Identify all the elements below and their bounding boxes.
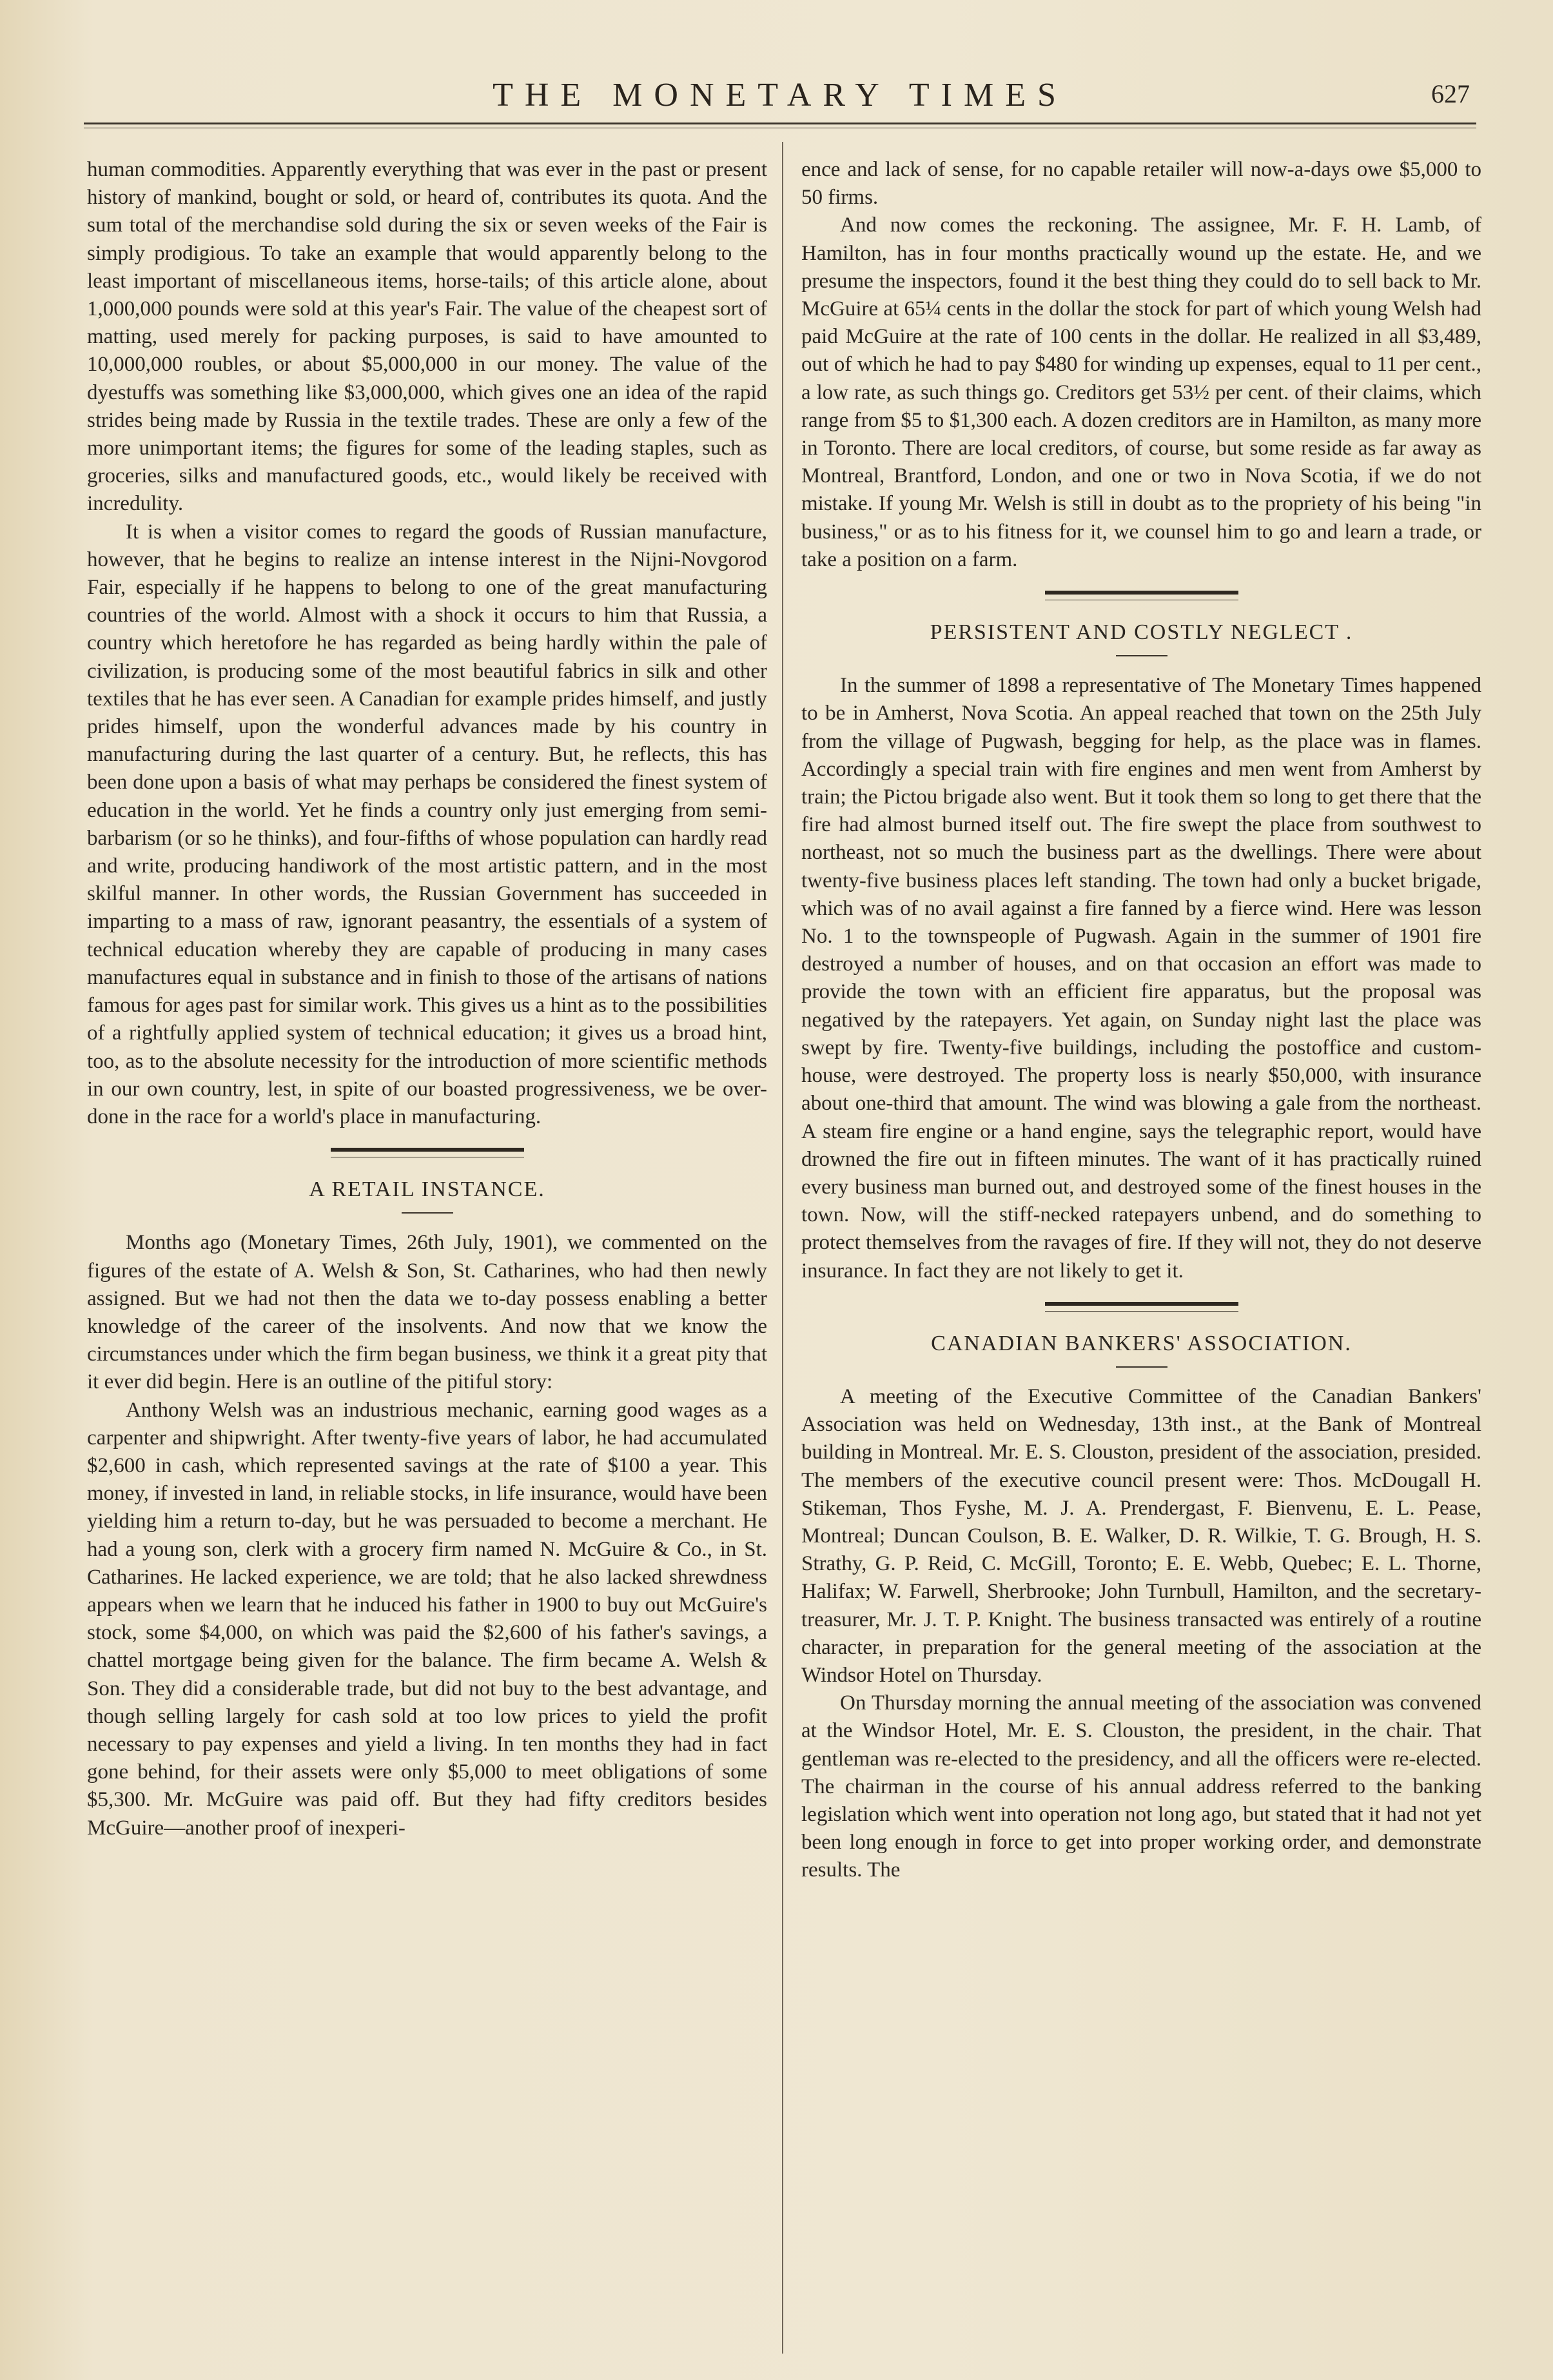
article-paragraph: A meeting of the Executive Committee of the Canadian Bankers' Association was held on Wednesday, 13th inst., at the Bank of Montreal building in Montreal. Mr. E. S. Clouston, president of the association, presided. The members of the executive council present were: Thos. McDougall H. Stikeman, Thos Fyshe, M. J. A. Prendergast, F. Bienvenu, E. L. Pease, Montreal; Duncan Coulson, B. E. Walker, D. R. Wilkie, T. G. Brough, H. S. Strathy, G. P. Reid, C. McGill, Toronto; E. E. Webb, Quebec; E. L. Thorne, Halifax; W. Farwell, Sherbrooke; John Turnbull, Hamilton, and the secretary-treasurer, Mr. J. T. P. Knight. The business transacted was entirely of a routine character, in preparation for the general meeting of the association at the Windsor Hotel on Thursday. <box>801 1384 1481 1687</box>
section-separator <box>1045 1302 1238 1312</box>
article-paragraph: It is when a visitor comes to regard the goods of Russian manufacture, however, that he begins to realize an intense interest in the Nijni-Novgorod Fair, especially if he happens to belong to one of the great manufacturing countries of the world. Almost with a shock it occurs to him that Russia, a country which heretofore he has regarded as being hardly within the pale of civilization, is producing some of the most beautiful fabrics in silk and other textiles that he has ever seen. A Canadian for example prides himself, and justly prides himself, upon the wonderful advances made by his country in manufacturing during the last quarter of a century. But, he reflects, this has been done upon a basis of what may perhaps be considered the finest system of education in the world. Yet he finds a country only just emerging from semi-barbarism (or so he thinks), and four-fifths of whose population can hardly read and write, producing handiwork of the most artistic pattern, and in the most skilful manner. In other words, the Russian Government has succeeded in imparting to a mass of raw, ignorant peasantry, the essentials of a system of technical education whereby they are capable of producing in many cases manufactures equal in substance and in finish to those of the artisans of nations famous for ages past for similar work. This gives us a hint as to the possibilities of a rightfully applied system of technical education; it gives us a broad hint, too, as to the absolute necessity for the introduction of more scientific methods in our own country, lest, in spite of our boasted progressiveness, we be over-done in the race for a world's place in manufacturing. <box>87 520 767 1128</box>
page-number: 627 <box>1431 79 1470 108</box>
heading-underline <box>402 1212 453 1214</box>
heading-underline <box>1116 1366 1167 1368</box>
left-column <box>87 156 767 1842</box>
section-separator <box>331 1148 524 1157</box>
right-column <box>801 156 1481 1885</box>
article-paragraph: And now comes the reckoning. The assignee, Mr. F. H. Lamb, of Hamilton, has in four months practically wound up the estate. He, and we presume the inspectors, found it the best thing they could do to sell back to Mr. McGuire at 65¼ cents in the dollar the stock for part of which young Welsh had paid McGuire at the rate of 100 cents in the dollar. He realized in all $3,489, out of which he had to pay $480 for winding up expenses, equal to 11 per cent., a low rate, as such things go. Creditors get 53½ per cent. of their claims, which range from $5 to $1,300 each. A dozen creditors are in Hamilton, as many more in Toronto. There are local creditors, of course, but some reside as far away as Montreal, Brantford, London, and one or two in Nova Scotia, if we do not mistake. If young Mr. Welsh is still in doubt as to the propriety of his being "in business," or as to his fitness for it, we counsel him to go and learn a trade, or take a position on a farm. <box>801 213 1481 571</box>
article-paragraph: Months ago (Monetary Times, 26th July, 1901), we commented on the figures of the estate of A. Welsh & Son, St. Catharines, who had then newly assigned. But we had not then the data we to-day possess enabling a better knowledge of the career of the insolvents. And now that we know the circumstances under which the firm began business, we think it a great pity that it ever did begin. Here is an outline of the pitiful story: <box>87 1231 767 1394</box>
column-divider <box>782 142 783 2354</box>
heading-underline <box>1116 655 1167 656</box>
section-heading-persistent-neglect: PERSISTENT AND COSTLY NEGLECT . <box>930 620 1353 645</box>
header-rule <box>84 123 1476 124</box>
page-header <box>84 72 1476 130</box>
section-heading-retail-instance: A RETAIL INSTANCE. <box>309 1177 545 1202</box>
section-separator <box>1045 591 1238 600</box>
article-paragraph: On Thursday morning the annual meeting of the association was convened at the Windsor Hotel, Mr. E. S. Clouston, the president, in the chair. That gentleman was re-elected to the presidency, and all the officers were re-elected. The chairman in the course of his annual address referred to the banking legislation which went into operation not long ago, but stated that it had not yet been long enough in force to get into proper working order, and demonstrate results. The <box>801 1691 1481 1882</box>
article-paragraph: Anthony Welsh was an industrious mechanic, earning good wages as a carpenter and shipwright. After twenty-five years of labor, he had accumulated $2,600 in cash, which represented savings at the rate of $100 a year. This money, if invested in land, in reliable stocks, in life insurance, would have been yielding him a return to-day, but he was persuaded to become a merchant. He had a young son, clerk with a grocery firm named N. McGuire & Co., in St. Catharines. He lacked experience, we are told; that he also lacked shrewdness appears when we learn that he induced his father in 1900 to buy out McGuire's stock, some $4,000, on which was paid the $2,600 of his father's savings, a chattel mortgage being given for the balance. The firm became A. Welsh & Son. They did a considerable trade, but did not buy to the best advantage, and though selling largely for cash sold at too low prices to yield the profit necessary to pay expenses and yield a living. In ten months they had in fact gone behind, for their assets were only $5,000 to meet obligations of some $5,300. Mr. McGuire was paid off. But they had fifty creditors besides McGuire—another proof of inexperi- <box>87 1398 767 1840</box>
section-heading-bankers-association: CANADIAN BANKERS' ASSOCIATION. <box>931 1331 1352 1355</box>
article-paragraph: In the summer of 1898 a representative of The Monetary Times happened to be in Amherst, Nova Scotia. An appeal reached that town on the 25th July from the village of Pugwash, begging for help, as the place was in flames. Accordingly a special train with fire engines and men went from Amherst by train; the Pictou brigade also went. But it took them so long to get there that the fire had almost burned itself out. The fire swept the place from southwest to northeast, not so much the business part as the dwellings. There were about twenty-five business places left standing. The town had only a bucket brigade, which was of no avail against a fire fanned by a fierce wind. Here was lesson No. 1 to the townspeople of Pugwash. Again in the summer of 1901 fire destroyed a number of houses, and on that occasion an effort was made to provide the town with an efficient fire apparatus, but the proposal was negatived by the ratepayers. Yet again, on Sunday night last the place was swept by fire. Twenty-five buildings, including the postoffice and custom-house, were destroyed. The property loss is nearly $50,000, with insurance about one-third that amount. The wind was blowing a gale from the northeast. A steam fire engine or a hand engine, says the telegraphic report, would have drowned the fire out in fifteen minutes. The want of it has practically ruined every business man burned out, and destroyed some of the finest houses in the town. Now, will the stiff-necked ratepayers unbend, and do something to protect themselves from the ravages of fire. If they will not, they do not deserve insurance. In fact they are not likely to get it. <box>801 674 1481 1283</box>
article-paragraph: human commodities. Apparently everything that was ever in the past or present history of mankind, bought or sold, or heard of, contributes its quota. And the sum total of the merchandise sold during the six or seven weeks of the Fair is simply prodigious. To take an example that would apparently belong to the least important of miscellaneous items, horse-tails; of this article alone, about 1,000,000 pounds were sold at this year's Fair. The value of the cheapest sort of matting, used merely for packing purposes, is said to have amounted to 10,000,000 roubles, or about $5,000,000 in our money. The value of the dyestuffs was something like $3,000,000, which gives one an idea of the rapid strides being made by Russia in the textile trades. These are only a few of the more unimportant items; the figures for some of the leading staples, such as groceries, silks and manufactured goods, etc., would likely be received with incredulity. <box>87 158 767 516</box>
article-paragraph: ence and lack of sense, for no capable retailer will now-a-days owe $5,000 to 50 firms. <box>801 158 1481 210</box>
masthead-title: THE MONETARY TIMES <box>493 77 1068 113</box>
